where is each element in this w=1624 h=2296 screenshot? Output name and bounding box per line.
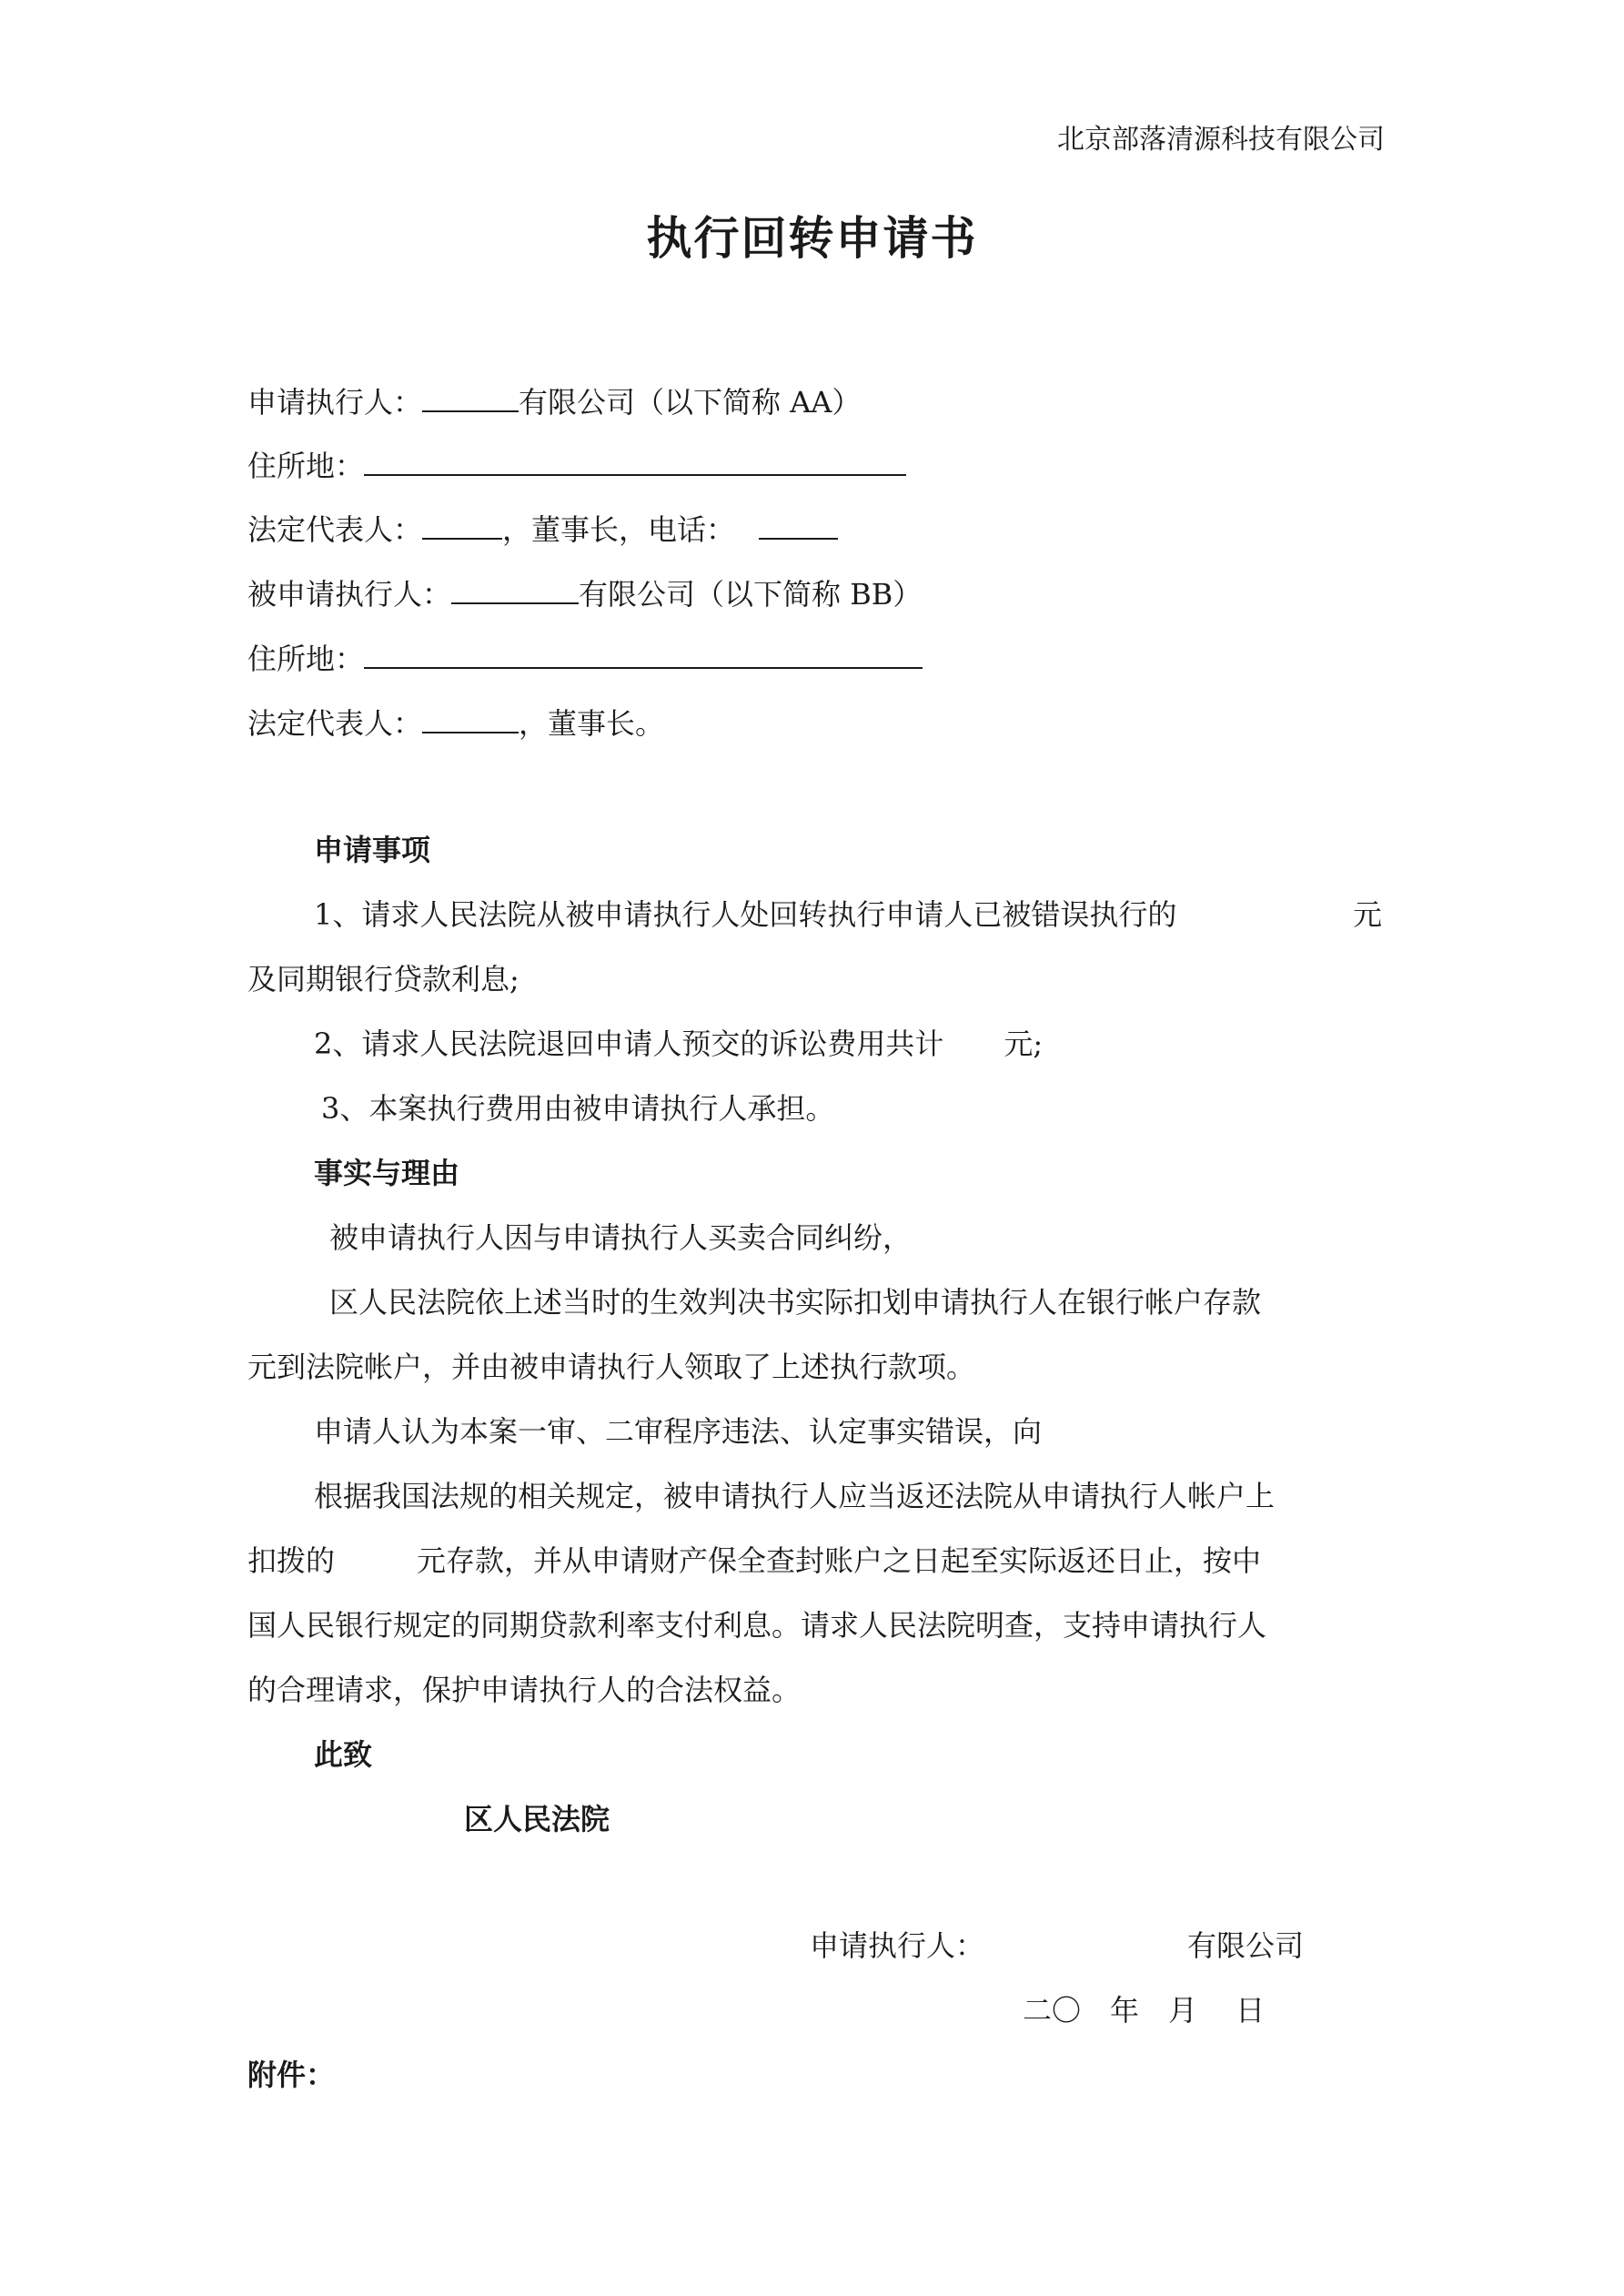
facts-p4-line3: 国人民银行规定的同期贷款利率支付利息。请求人民法院明查，支持申请执行人 — [247, 1608, 1267, 1643]
applicant-suffix: 有限公司（以下简称 AA） — [519, 385, 862, 420]
legal-rep2-name-blank — [422, 704, 519, 733]
respondent-label: 被申请执行人： — [247, 577, 452, 612]
request-item-1-line1: 1、请求人民法院从被申请执行人处回转执行申请人已被错误执行的 — [314, 897, 1177, 932]
court-name: 区人民法院 — [464, 1802, 610, 1836]
legal-rep2-suffix: ，董事长。 — [519, 706, 665, 741]
request-item-3: 3、本案执行费用由被申请执行人承担。 — [321, 1091, 835, 1126]
facts-p4-line2-suffix: 元存款，并从申请财产保全查封账户之日起至实际返还日止，按中 — [417, 1543, 1262, 1578]
address-blank — [364, 447, 906, 476]
facts-p2-line1: 区人民法院依上述当时的生效判决书实际扣划申请执行人在银行帐户存款 — [329, 1285, 1262, 1320]
facts-p4-line1: 根据我国法规的相关规定，被申请执行人应当返还法院从申请执行人帐户上 — [314, 1479, 1276, 1513]
address2-label: 住所地： — [247, 642, 365, 676]
respondent-line — [247, 575, 922, 612]
request-item-2 — [314, 1026, 1043, 1062]
applicant-address-line — [247, 447, 906, 484]
facts-p4-line4: 的合理请求，保护申请执行人的合法权益。 — [247, 1673, 802, 1707]
salutation: 此致 — [314, 1737, 373, 1772]
legal-rep-name-blank — [422, 511, 502, 540]
address-label: 住所地： — [247, 449, 365, 483]
legal-rep-label: 法定代表人： — [247, 512, 423, 547]
request-item-1-unit: 元 — [1353, 897, 1383, 932]
phone-blank — [759, 511, 838, 540]
request-item-2-prefix: 2、请求人民法院退回申请人预交的诉讼费用共计 — [314, 1027, 944, 1061]
attachment-label: 附件： — [247, 2058, 336, 2092]
signature-date: 二〇 年 月 日 — [1023, 1993, 1266, 2028]
respondent-legal-rep-line — [247, 704, 664, 742]
applicant-line — [247, 383, 861, 420]
facts-p4-line2 — [247, 1542, 1261, 1579]
signer-label: 申请执行人： — [810, 1928, 985, 1963]
request-item-2-suffix: 元; — [1004, 1027, 1044, 1061]
facts-p4-line2-prefix: 扣拨的 — [247, 1543, 336, 1578]
legal-rep-line — [247, 511, 838, 548]
respondent-address-line — [247, 640, 923, 677]
signer-company: 有限公司 — [1187, 1928, 1305, 1963]
facts-p1: 被申请执行人因与申请执行人买卖合同纠纷， — [329, 1220, 913, 1255]
facts-p2-line2: 元到法院帐户，并由被申请执行人领取了上述执行款项。 — [247, 1350, 976, 1384]
page-title: 执行回转申请书 — [646, 211, 978, 265]
header-company: 北京部落清源科技有限公司 — [1057, 124, 1385, 156]
legal-rep2-label: 法定代表人： — [247, 706, 423, 741]
legal-rep-suffix: ，董事长，电话： — [502, 512, 736, 547]
facts-heading: 事实与理由 — [314, 1156, 460, 1190]
respondent-suffix: 有限公司（以下简称 BB） — [579, 577, 923, 612]
applicant-label: 申请执行人： — [247, 385, 423, 420]
request-item-1-line2: 及同期银行贷款利息; — [247, 962, 519, 996]
requests-heading: 申请事项 — [314, 833, 431, 867]
applicant-name-blank — [422, 383, 519, 412]
respondent-name-blank — [451, 575, 579, 604]
address2-blank — [364, 640, 923, 669]
facts-p3: 申请人认为本案一审、二审程序违法、认定事实错误，向 — [314, 1414, 1043, 1449]
